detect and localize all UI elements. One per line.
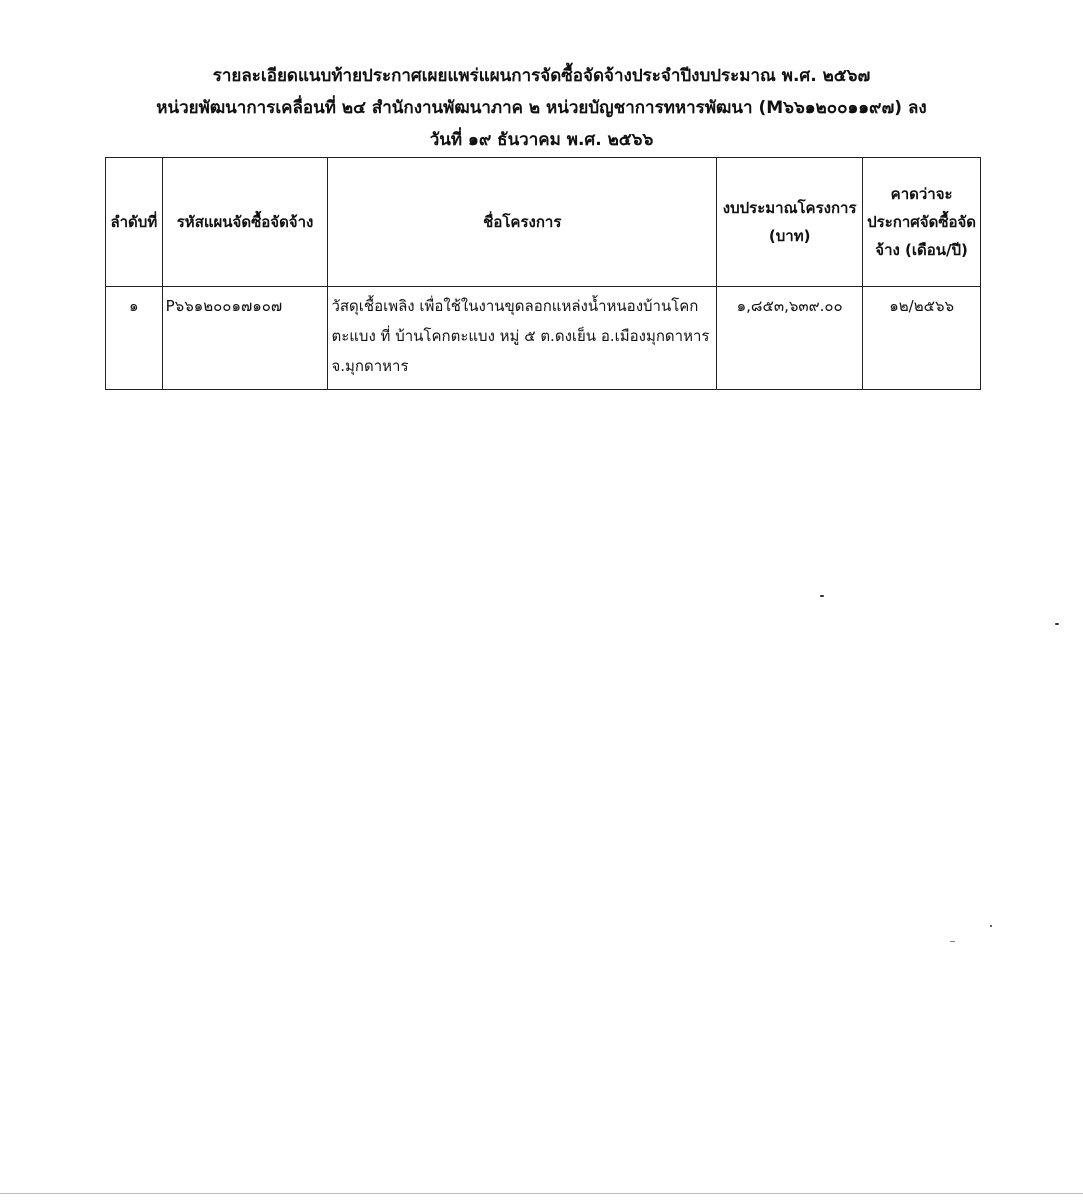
table-row [106,287,981,390]
cell-budget: ๑,๘๕๓,๖๓๙.๐๐ [717,287,863,390]
header-date: วันที่ ๑๙ ธันวาคม พ.ศ. ๒๕๖๖ [429,130,654,150]
column-header-plan-code: รหัสแผนจัดซื้อจัดจ้าง [162,158,328,287]
scan-bottom-edge [0,1193,1083,1194]
header-agency: หน่วยพัฒนาการเคลื่อนที่ ๒๔ สำนักงานพัฒนาภาค ๒ หน่วยบัญชาการทหารพัฒนา (M๖๖๑๒๐๐๑๑๙๗) ลง [156,98,927,118]
scan-speck [1055,623,1059,625]
scan-speck [990,925,992,927]
column-header-no: ลำดับที่ [106,158,163,287]
column-header-project-name: ชื่อโครงการ [328,158,717,287]
scan-speck [820,595,824,597]
cell-expected-month: ๑๒/๒๕๖๖ [863,287,981,390]
cell-plan-code: P๖๖๑๒๐๐๑๗๑๐๗ [162,287,328,390]
column-header-budget: งบประมาณโครงการ (บาท) [717,158,863,287]
header-title: รายละเอียดแนบท้ายประกาศเผยแพร่แผนการจัดซื้อจัดจ้างประจำปีงบประมาณ พ.ศ. ๒๕๖๗ [212,66,871,86]
cell-project-name: วัสดุเชื้อเพลิง เพื่อใช้ในงานขุดลอกแหล่งน้ำหนองบ้านโคกตะแบง ที่ บ้านโคกตะแบง หมู่ ๕ ต.ดงเย็น อ.เมืองมุกดาหาร จ.มุกดาหาร [328,287,717,390]
cell-no: ๑ [106,287,163,390]
document-header [0,60,1083,156]
procurement-plan-table [105,157,981,390]
column-header-expected-month: คาดว่าจะประกาศจัดซื้อจัดจ้าง (เดือน/ปี) [863,158,981,287]
table-header-row [106,158,981,287]
scan-speck [950,941,955,942]
